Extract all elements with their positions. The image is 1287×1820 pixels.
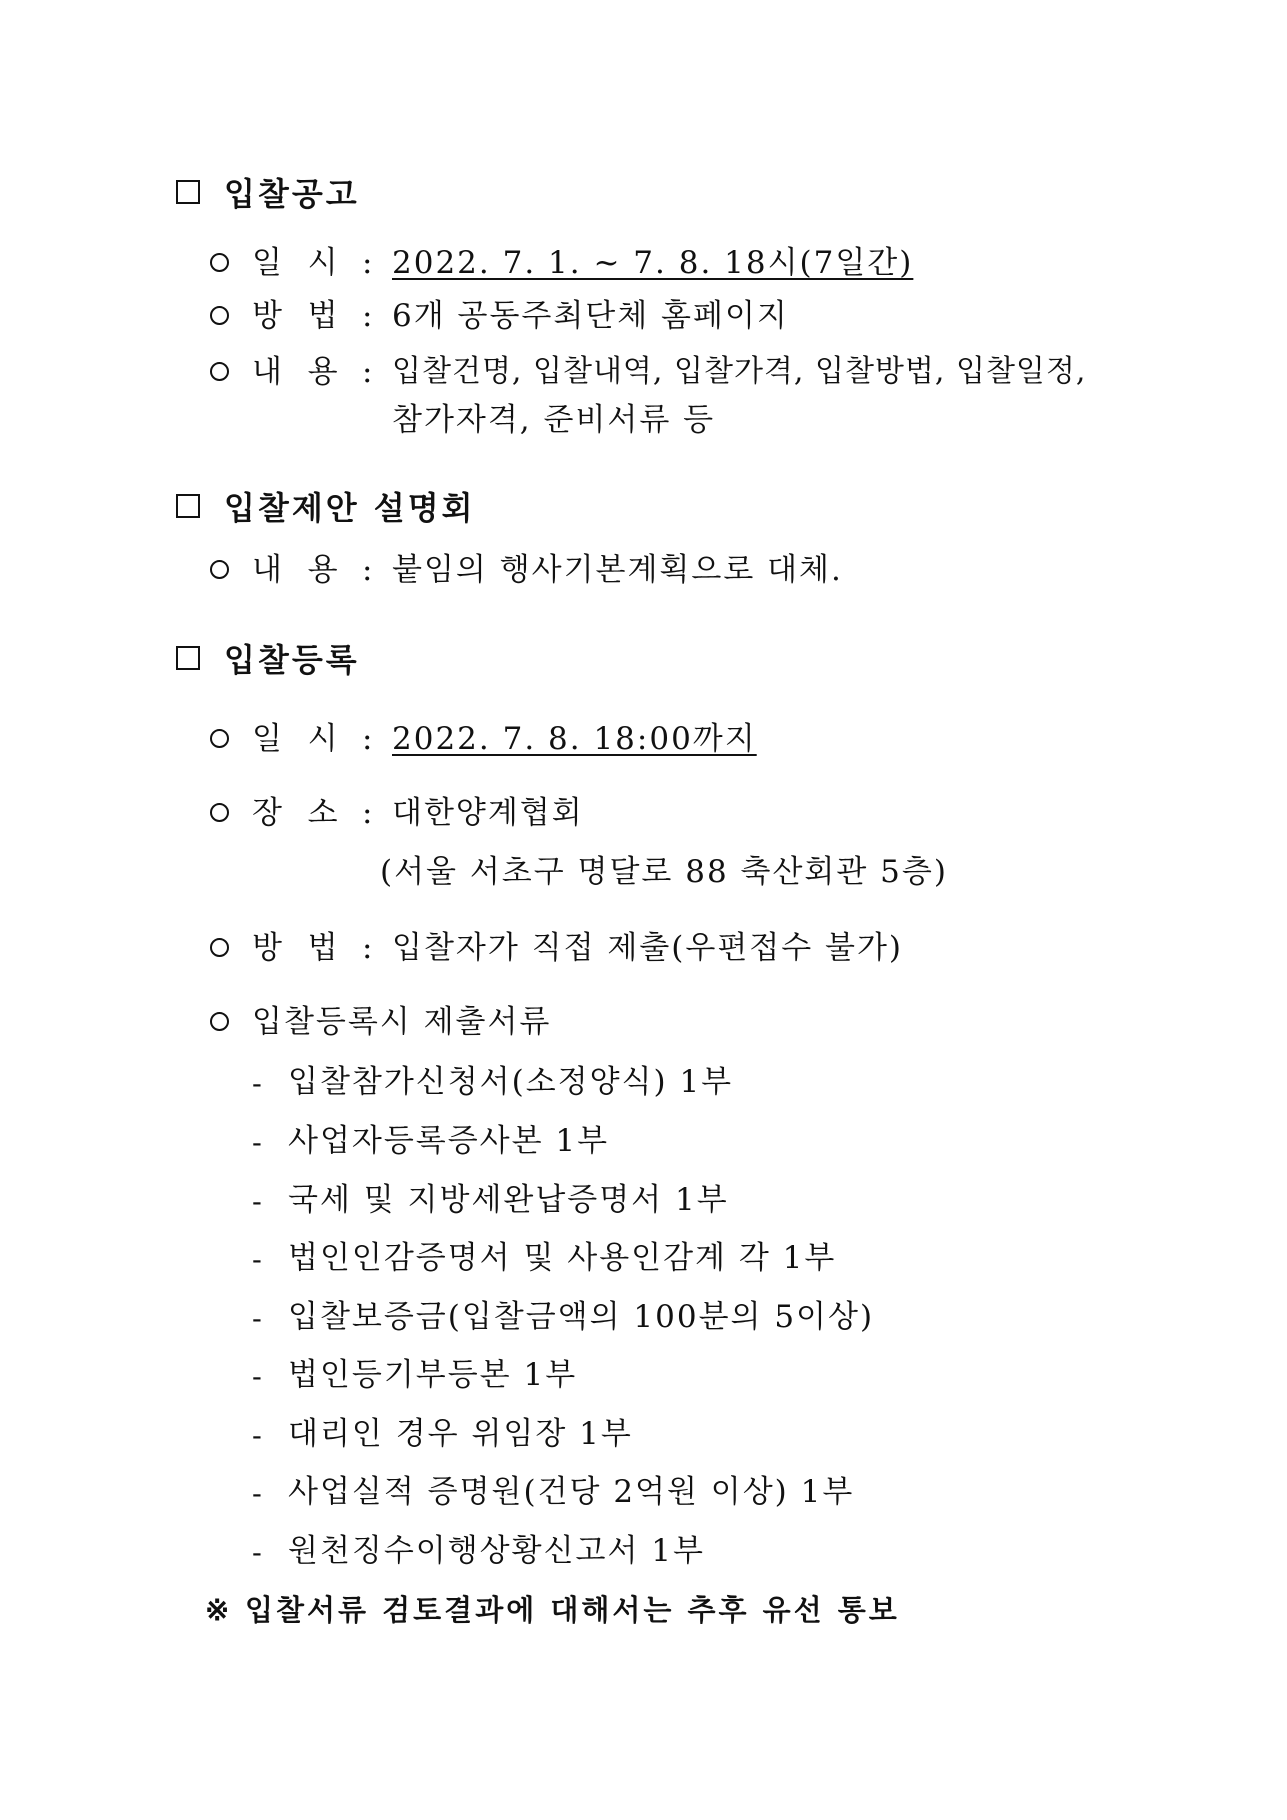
item-value: 대한양계협회 [392, 795, 584, 831]
item-value: 2022. 7. 1. ~ 7. 8. 18시(7일간) [392, 245, 914, 281]
list-dash: - [252, 1535, 264, 1569]
item-label: 내 용 [252, 552, 340, 588]
bullet-circle-icon [210, 729, 229, 748]
bullet-circle-icon [210, 253, 229, 272]
document-item: 국세 및 지방세완납증명서 1부 [288, 1182, 729, 1218]
list-dash: - [252, 1125, 264, 1159]
list-dash: - [252, 1242, 264, 1276]
item-label: 일 시 [252, 245, 340, 281]
list-dash: - [252, 1418, 264, 1452]
document-item: 사업실적 증명원(건당 2억원 이상) 1부 [288, 1474, 855, 1510]
list-dash: - [252, 1476, 264, 1510]
item-value: 붙임의 행사기본계획으로 대체. [392, 552, 843, 588]
item-separator: : [362, 354, 375, 390]
bullet-circle-icon [210, 938, 229, 957]
item-label: 일 시 [252, 721, 340, 757]
list-dash: - [252, 1066, 264, 1100]
item-value: 6개 공동주최단체 홈페이지 [392, 298, 789, 334]
item-separator: : [362, 930, 375, 966]
document-item: 원천징수이행상황신고서 1부 [288, 1533, 705, 1569]
item-value: 입찰건명, 입찰내역, 입찰가격, 입찰방법, 입찰일정, [392, 354, 1087, 389]
item-separator: : [362, 298, 375, 334]
item-separator: : [362, 552, 375, 588]
footnote-text: 입찰서류 검토결과에 대해서는 추후 유선 통보 [245, 1593, 900, 1627]
item-value: 입찰자가 직접 제출(우편접수 불가) [392, 930, 903, 966]
document-item: 법인등기부등본 1부 [288, 1357, 578, 1393]
document-item: 사업자등록증사본 1부 [288, 1123, 610, 1159]
bullet-circle-icon [210, 306, 229, 325]
item-label: 방 법 [252, 930, 340, 966]
document-item: 대리인 경우 위임장 1부 [288, 1416, 633, 1452]
list-dash: - [252, 1184, 264, 1218]
document-item: 입찰보증금(입찰금액의 100분의 5이상) [288, 1299, 875, 1335]
section-checkbox-icon [176, 180, 200, 204]
list-dash: - [252, 1301, 264, 1335]
section-heading: 입찰공고 [224, 175, 360, 213]
bullet-circle-icon [210, 803, 229, 822]
section-heading: 입찰제안 설명회 [224, 489, 476, 527]
item-value: 2022. 7. 8. 18:00까지 [392, 721, 757, 757]
bullet-circle-icon [210, 362, 229, 381]
list-dash: - [252, 1359, 264, 1393]
item-separator: : [362, 795, 375, 831]
item-label: 내 용 [252, 354, 340, 390]
item-value-continued: 참가자격, 준비서류 등 [392, 402, 716, 438]
document-item: 법인인감증명서 및 사용인감계 각 1부 [288, 1240, 837, 1276]
item-label: 입찰등록시 제출서류 [252, 1004, 552, 1040]
item-separator: : [362, 245, 375, 281]
section-heading: 입찰등록 [224, 641, 360, 679]
document-item: 입찰참가신청서(소정양식) 1부 [288, 1064, 734, 1100]
item-value-continued: (서울 서초구 명달로 88 축산회관 5층) [380, 854, 948, 890]
note-symbol-icon: ※ [205, 1593, 233, 1627]
section-checkbox-icon [176, 646, 200, 670]
item-separator: : [362, 721, 375, 757]
section-checkbox-icon [176, 494, 200, 518]
item-label: 장 소 [252, 795, 340, 831]
bullet-circle-icon [210, 560, 229, 579]
item-label: 방 법 [252, 298, 340, 334]
bullet-circle-icon [210, 1012, 229, 1031]
